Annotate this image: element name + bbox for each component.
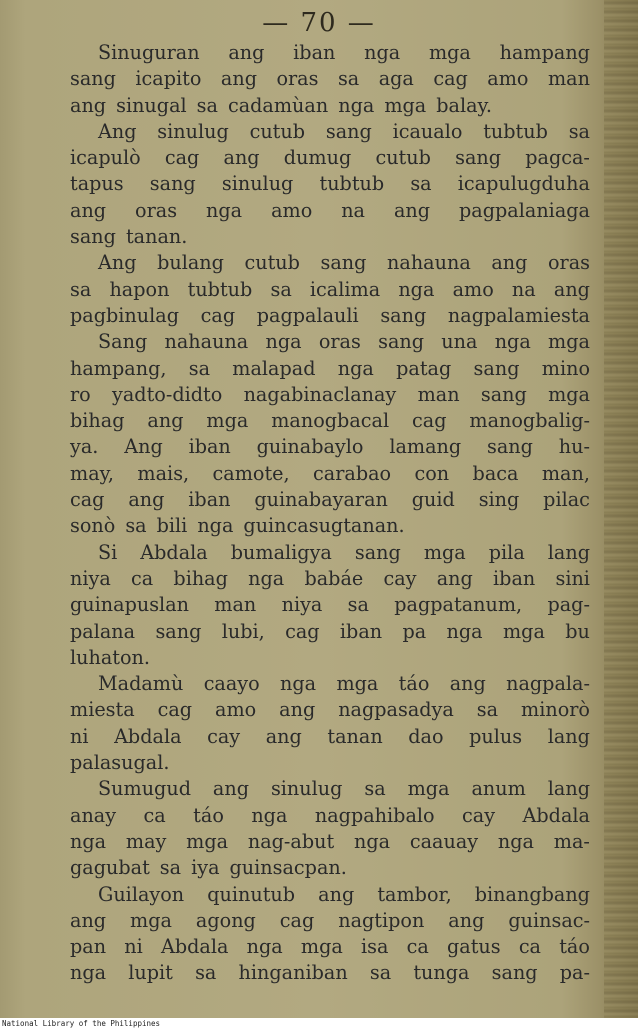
word: man (214, 593, 257, 617)
word: may, (70, 461, 115, 485)
word: sa (159, 856, 182, 880)
word: Abdala (160, 935, 229, 959)
word: ang (147, 409, 184, 433)
word: tanan. (125, 225, 188, 249)
word: cutub (244, 251, 300, 275)
word: tubtub (187, 277, 253, 301)
word: pa (402, 619, 427, 643)
word: Abdala (522, 803, 590, 827)
word: guinabayaran (254, 488, 388, 512)
word: nahauna (164, 330, 249, 354)
word: guinabaylo (256, 435, 364, 459)
word: amo (215, 698, 257, 722)
word: mga (407, 777, 450, 801)
word: dao (408, 724, 444, 748)
word: sa (188, 356, 211, 380)
word: babáe (304, 566, 364, 590)
word: Ang (98, 119, 137, 143)
word: agong (195, 908, 256, 932)
word: na (341, 198, 366, 222)
word: cag (285, 619, 320, 643)
word: guinsac- (508, 908, 590, 932)
word: cutub (249, 119, 306, 143)
word: nagtipon (338, 908, 425, 932)
word: minorò (521, 698, 590, 722)
word: anay (70, 803, 117, 827)
word: gatus (446, 935, 501, 959)
word: sonò (70, 514, 116, 538)
word: hapon (109, 277, 170, 301)
word: pagpalauli (256, 303, 359, 327)
word: cag (412, 409, 447, 433)
text-line (70, 66, 590, 92)
text-line (70, 829, 590, 855)
word: hampang, (70, 356, 167, 380)
word: sang (70, 67, 116, 91)
word: cay (207, 724, 241, 748)
word: palasugal. (70, 751, 170, 775)
word: oras (318, 330, 361, 354)
word: ang (70, 198, 107, 222)
word: guincasugtanan. (243, 514, 405, 538)
text-line (70, 277, 590, 303)
text-line (70, 803, 590, 829)
word: táo (559, 935, 590, 959)
word: bumaligya (230, 540, 332, 564)
word: pulus (469, 724, 523, 748)
word: una (441, 330, 478, 354)
text-line (70, 461, 590, 487)
word: cag (279, 908, 315, 932)
word: nga (446, 619, 483, 643)
page-number: — 70 — (262, 8, 376, 38)
word: aga (378, 67, 414, 91)
page-edge-shadow (604, 0, 638, 1018)
word: sa (337, 67, 360, 91)
word: ang (212, 777, 250, 801)
word: cag (433, 67, 468, 91)
word: nagabinaclanay (243, 382, 397, 406)
word: nga (197, 514, 234, 538)
word: pan (70, 935, 107, 959)
word: ang (279, 698, 316, 722)
word: manogbalig- (469, 409, 590, 433)
word: niya (70, 566, 111, 590)
word: mga (502, 619, 545, 643)
word: pila (488, 540, 525, 564)
word: Abdala (114, 724, 182, 748)
text-line (70, 408, 590, 434)
word: pag- (547, 593, 590, 617)
word: niya (281, 593, 323, 617)
library-footer: National Library of the Philippines (2, 1019, 161, 1028)
word: nagpala- (506, 672, 590, 696)
word: nagpahibalo (314, 803, 435, 827)
word: nagpalamiesta (447, 303, 590, 327)
word: nga (337, 356, 374, 380)
word: caauay (409, 829, 479, 853)
word: quinutub (207, 882, 296, 906)
word: ya. (70, 435, 99, 459)
word: sang (354, 540, 401, 564)
word: ang (220, 67, 257, 91)
word: sang (149, 172, 196, 196)
word: icapito (135, 67, 202, 91)
word: nga (398, 277, 435, 301)
word: sang (491, 961, 538, 985)
word: ang (448, 908, 485, 932)
word: icapulò (70, 146, 141, 170)
text-line (70, 329, 590, 355)
word: sinulug (270, 777, 343, 801)
word: ang (70, 93, 107, 117)
word: man (547, 67, 590, 91)
word: guid (411, 488, 455, 512)
word: lang (547, 777, 590, 801)
word: guinapuslan (70, 593, 189, 617)
word: mga (300, 935, 343, 959)
word: bihag (70, 409, 125, 433)
word: miesta (70, 698, 135, 722)
word: ang (491, 251, 528, 275)
text-line (70, 619, 590, 645)
text-line (70, 382, 590, 408)
word: sang (320, 251, 367, 275)
word: na (511, 277, 536, 301)
word: nahauna (387, 251, 471, 275)
word: cay (383, 566, 417, 590)
text-line (70, 855, 590, 881)
word: nga (338, 93, 375, 117)
word: ni (124, 935, 143, 959)
word: pagbinulag (70, 303, 179, 327)
word: yadto-didto (112, 382, 223, 406)
word: palana (70, 619, 136, 643)
word: Sang (98, 330, 148, 354)
word: isa (360, 935, 389, 959)
word: ca (406, 935, 429, 959)
text-line (70, 119, 590, 145)
word: luhaton. (70, 645, 151, 669)
word: iban (339, 619, 383, 643)
word: ang (436, 566, 473, 590)
word: nga (251, 803, 288, 827)
word: nga (265, 330, 302, 354)
word: ca (143, 803, 166, 827)
text-line (70, 566, 590, 592)
word: carabao (313, 461, 392, 485)
word: iban (493, 566, 536, 590)
word: pagpatanum, (394, 593, 523, 617)
word: nga (494, 330, 531, 354)
word: iban (293, 41, 336, 64)
word: sang (155, 619, 202, 643)
text-line (70, 198, 590, 224)
word: cag (200, 303, 236, 327)
word: Guilayon (98, 882, 185, 906)
word: ang (318, 882, 355, 906)
word: Sumugud (98, 777, 191, 801)
word: mais, (137, 461, 190, 485)
text-line (70, 171, 590, 197)
word: camote, (212, 461, 290, 485)
word: nga (497, 829, 534, 853)
word: lang (547, 540, 590, 564)
word: dumug (283, 146, 352, 170)
text-line (70, 645, 590, 671)
text-line (70, 697, 590, 723)
word: lang (547, 724, 590, 748)
word: con (414, 461, 450, 485)
word: sa (270, 277, 292, 301)
word: mga (548, 330, 590, 354)
word: icapulugduha (457, 172, 590, 196)
word: sa (195, 961, 217, 985)
word: ang (128, 488, 165, 512)
word: man (417, 382, 460, 406)
word: mga (206, 409, 249, 433)
word: balay. (436, 93, 492, 117)
word: sa (476, 698, 499, 722)
word: sa (410, 172, 432, 196)
word: Si (98, 540, 118, 564)
word: sinugal (116, 93, 187, 117)
word: sa (568, 119, 590, 143)
word: sang (473, 356, 520, 380)
word: anum (471, 777, 526, 801)
body-text (70, 40, 590, 987)
word: pa- (559, 961, 590, 985)
word: tanan (327, 724, 383, 748)
text-line (70, 434, 590, 460)
word: Madamù (98, 672, 184, 696)
word: man, (541, 461, 590, 485)
word: ang (393, 198, 431, 222)
word: nga (353, 829, 391, 853)
word: Ang (98, 251, 137, 275)
word: sang (480, 382, 527, 406)
word: amo (271, 198, 313, 222)
word: ang (265, 724, 302, 748)
word: ang (228, 41, 265, 64)
word: manogbacal (271, 409, 390, 433)
text-line (70, 540, 590, 566)
word: gagubat (70, 856, 150, 880)
word: Abdala (140, 540, 208, 564)
text-line (70, 882, 590, 908)
word: cag (70, 488, 105, 512)
word: oras (276, 67, 319, 91)
word: sang (325, 119, 372, 143)
word: bihag (173, 566, 228, 590)
word: guinsacpan. (229, 856, 347, 880)
text-line (70, 960, 590, 986)
word: sini (555, 566, 590, 590)
word: bulang (157, 251, 224, 275)
text-line (70, 224, 590, 250)
text-line (70, 750, 590, 776)
word: tambor, (377, 882, 452, 906)
word: nga (206, 198, 243, 222)
word: mino (541, 356, 590, 380)
word: iban (188, 488, 231, 512)
text-line (70, 250, 590, 276)
word: iban (188, 435, 231, 459)
word: sing (478, 488, 520, 512)
word: hampang (499, 41, 590, 64)
text-line (70, 145, 590, 171)
word: malapad (232, 356, 316, 380)
word: oras (135, 198, 178, 222)
text-line (70, 776, 590, 802)
word: cay (462, 803, 496, 827)
word: Ang (124, 435, 163, 459)
word: mga (428, 41, 471, 64)
text-line (70, 40, 590, 66)
word: binangbang (474, 882, 590, 906)
text-line (70, 303, 590, 329)
word: nga (70, 829, 107, 853)
word: sa (70, 277, 92, 301)
word: nagpasadya (338, 698, 454, 722)
word: amo (487, 67, 529, 91)
word: nga (280, 672, 317, 696)
word: sa (364, 777, 386, 801)
word: ro (70, 382, 91, 406)
word: nag-abut (247, 829, 335, 853)
text-line (70, 93, 590, 119)
word: cag (157, 698, 193, 722)
word: ca (131, 566, 154, 590)
text-line (70, 934, 590, 960)
word: mga (548, 382, 590, 406)
word: pagpalaniaga (459, 198, 590, 222)
word: icalima (309, 277, 381, 301)
word: ang (449, 672, 486, 696)
word: mga (130, 908, 172, 932)
word: táo (193, 803, 224, 827)
word: mga (423, 540, 466, 564)
word: sa (125, 514, 147, 538)
word: caayo (203, 672, 260, 696)
word: mga (336, 672, 379, 696)
word: sang (487, 435, 533, 459)
word: hinganiban (238, 961, 348, 985)
word: lamang (389, 435, 462, 459)
word: cag (164, 146, 200, 170)
text-line (70, 592, 590, 618)
word: amo (452, 277, 494, 301)
word: ca (518, 935, 541, 959)
word: táo (398, 672, 430, 696)
word: may (125, 829, 167, 853)
word: tapus (70, 172, 124, 196)
word: sang (455, 146, 502, 170)
word: ang (553, 277, 590, 301)
word: lubi, (221, 619, 265, 643)
word: sa (369, 961, 392, 985)
word: lupit (128, 961, 173, 985)
text-line (70, 724, 590, 750)
word: tubtub (319, 172, 385, 196)
word: ang (70, 908, 107, 932)
word: ni (70, 724, 89, 748)
word: nga (246, 935, 283, 959)
word: baca (472, 461, 519, 485)
word: nga (70, 961, 107, 985)
word: Sinuguran (98, 41, 200, 64)
word: sa (196, 93, 218, 117)
text-line (70, 356, 590, 382)
word: cadamùan (227, 93, 329, 117)
text-line (70, 671, 590, 697)
word: tubtub (483, 119, 548, 143)
word: sinulug (221, 172, 294, 196)
word: ma- (553, 829, 590, 853)
word: tunga (413, 961, 470, 985)
word: cutub (375, 146, 431, 170)
word: sa (347, 593, 369, 617)
word: mga (186, 829, 229, 853)
word: patag (396, 356, 452, 380)
word: oras (547, 251, 590, 275)
word: bu (565, 619, 590, 643)
word: sinulug (157, 119, 229, 143)
word: pagca- (525, 146, 590, 170)
word: iya (191, 856, 220, 880)
word: nga (248, 566, 285, 590)
word: mga (384, 93, 427, 117)
word: bili (156, 514, 188, 538)
word: ang (223, 146, 260, 170)
text-line (70, 908, 590, 934)
word: nga (364, 41, 401, 64)
word: sang (70, 225, 116, 249)
word: sang (380, 303, 427, 327)
word: sang (378, 330, 425, 354)
word: icaualo (392, 119, 463, 143)
word: pilac (543, 488, 590, 512)
text-line (70, 513, 590, 539)
text-line (70, 487, 590, 513)
word: hu- (558, 435, 590, 459)
